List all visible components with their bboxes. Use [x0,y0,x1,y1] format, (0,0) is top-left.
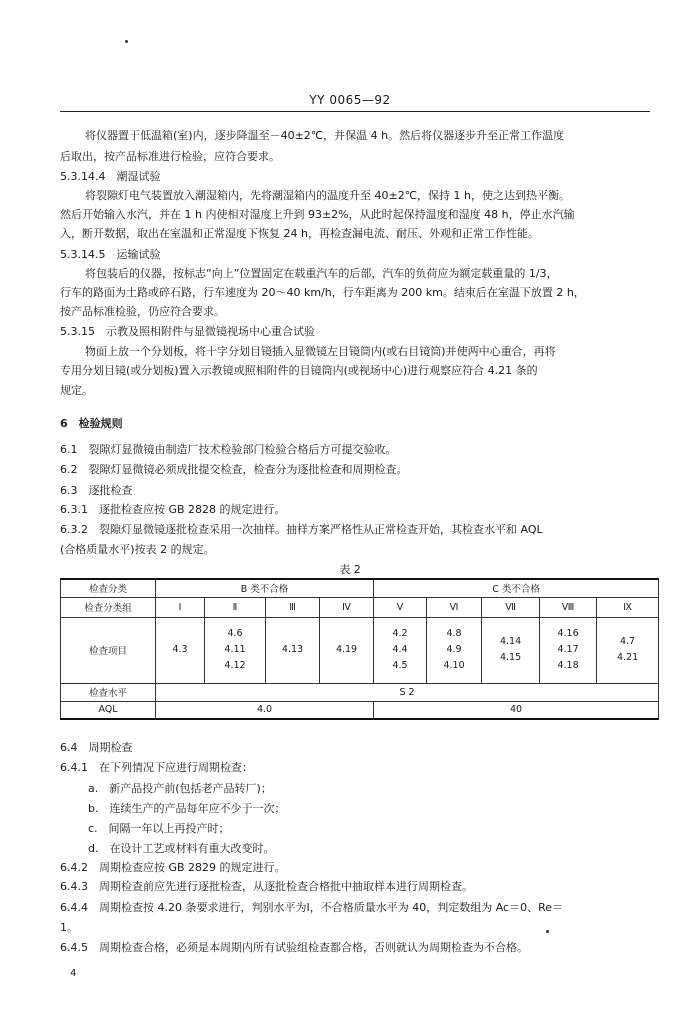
item-cell: 4.3 [156,617,205,683]
list-item: a. 新产品投产前(包括老产品转厂)； [88,782,272,795]
clause-heading: 5.3.14.4 潮湿试验 [60,170,161,183]
group-cell: Ⅴ [374,597,427,617]
item-cell: 4.13 [266,617,320,683]
inspection-table [60,578,659,720]
group-cell: Ⅳ [320,597,374,617]
body-line: 后取出，按产品标准进行检验，应符合要求。 [60,150,280,163]
section-heading: 6 检验规则 [60,417,123,430]
body-line: 规定。 [60,384,93,397]
clause-line: 6.4.3 周期检查前应先进行逐批检查，从逐批检查合格批中抽取样本进行周期检查。 [60,880,473,893]
group-cell: Ⅰ [156,597,205,617]
clause-line: 6.4.5 周期检查合格，必须是本周期内所有试验组检查都合格，否则就认为周期检查为不合格。 [60,941,528,954]
body-line: 专用分划目镜(或分划板)置入示教镜或照相附件的目镜筒内(或视场中心)进行观察应符合 4.21 条的 [60,364,538,377]
body-line: 将裂隙灯电气装置放入潮湿箱内，先将潮湿箱内的温度升至 40±2℃，保持 1 h，使之达到热平衡。 [85,189,571,202]
standard-header: YY 0065—92 [309,93,391,107]
body-line: 行车的路面为土路或碎石路，行车速度为 20～40 km/h，行车距离为 200 km。结束后在室温下放置 2 h， [60,286,585,299]
group-cell: Ⅲ [266,597,320,617]
row-label: 检查项目 [61,617,156,683]
item-cell: 4.6 4.11 4.12 [205,617,266,683]
clause-heading: 6.4 周期检查 [60,741,133,754]
body-line: 入，断开数据，取出在室温和正常湿度下恢复 24 h，再检查漏电流、耐压、外观和正常工作性能。 [60,227,539,240]
item-cell: 4.19 [320,617,374,683]
header-rule [60,111,650,112]
item-cell: 4.2 4.4 4.5 [374,617,427,683]
clause-heading: 6.3 逐批检查 [60,484,133,497]
body-line: (合格质量水平)按表 2 的规定。 [60,543,215,556]
list-item: b. 连续生产的产品每年应不少于一次； [88,802,286,815]
scan-speck [125,40,128,43]
clause-line: 6.1 裂隙灯显微镜由制造厂技术检验部门检验合格后方可提交验收。 [60,443,397,456]
list-item: d. 在设计工艺或材料有重大改变时。 [88,842,275,855]
body-line: 然后开始输入水汽，并在 1 h 内使相对湿度上升到 93±2%，从此时起保持温度和湿度 48 h，停止水汽输 [60,208,575,221]
group-cell: Ⅸ [597,597,659,617]
item-cell: 4.7 4.21 [597,617,659,683]
clause-line: 6.2 裂隙灯显微镜必须成批提交检查，检查分为逐批检查和周期检查。 [60,463,408,476]
b-class-header: B 类不合格 [156,579,374,597]
clause-line: 1。 [60,921,78,934]
clause-heading: 5.3.14.5 运输试验 [60,248,161,261]
clause-line: 6.4.1 在下列情况下应进行周期检查： [60,761,253,774]
level-cell: S 2 [156,683,659,701]
clause-heading: 5.3.15 示教及照相附件与显微镜视场中心重合试验 [60,325,315,338]
body-line: 按产品标准检验，仍应符合要求。 [60,305,225,318]
header-cell: 检查分类 [61,579,156,597]
list-item: c. 间隔一年以上再投产时； [88,822,230,835]
item-cell: 4.16 4.17 4.18 [540,617,597,683]
table-caption: 表 2 [339,563,361,576]
header-cell: 检查分类组 [61,597,156,617]
c-class-header: C 类不合格 [374,579,659,597]
clause-line: 6.4.4 周期检查按 4.20 条要求进行，判别水平为Ⅰ，不合格质量水平为 40，判定数组为 Ac＝0、Re＝ [60,901,564,914]
item-cell: 4.14 4.15 [482,617,540,683]
page-number: 4 [70,968,77,979]
scan-speck [546,930,549,933]
item-cell: 4.8 4.9 4.10 [427,617,482,683]
row-label: 检查水平 [61,683,156,701]
aql-c-cell: 40 [374,701,659,719]
group-cell: Ⅱ [205,597,266,617]
body-line: 将仪器置于低温箱(室)内，逐步降温至－40±2℃，并保温 4 h。然后将仪器逐步升至正常工作温度 [85,129,565,142]
clause-line: 6.3.2 裂隙灯显微镜逐批检查采用一次抽样。抽样方案严格性从正常检查开始，其检查水平和 AQL [60,523,543,536]
group-cell: Ⅵ [427,597,482,617]
group-cell: Ⅶ [482,597,540,617]
group-cell: Ⅷ [540,597,597,617]
aql-b-cell: 4.0 [156,701,374,719]
body-line: 物面上放一个分划板，将十字分划目镜插入显微镜左目镜筒内(或右目镜筒)并使两中心重合，再将 [85,345,556,358]
clause-line: 6.4.2 周期检查应按 GB 2829 的规定进行。 [60,861,286,874]
row-label: AQL [61,701,156,719]
body-line: 将包装后的仪器，按标志“向上”位置固定在载重汽车的后部，汽车的负荷应为额定载重量的 1/3， [85,267,558,280]
clause-line: 6.3.1 逐批检查应按 GB 2828 的规定进行。 [60,503,286,516]
